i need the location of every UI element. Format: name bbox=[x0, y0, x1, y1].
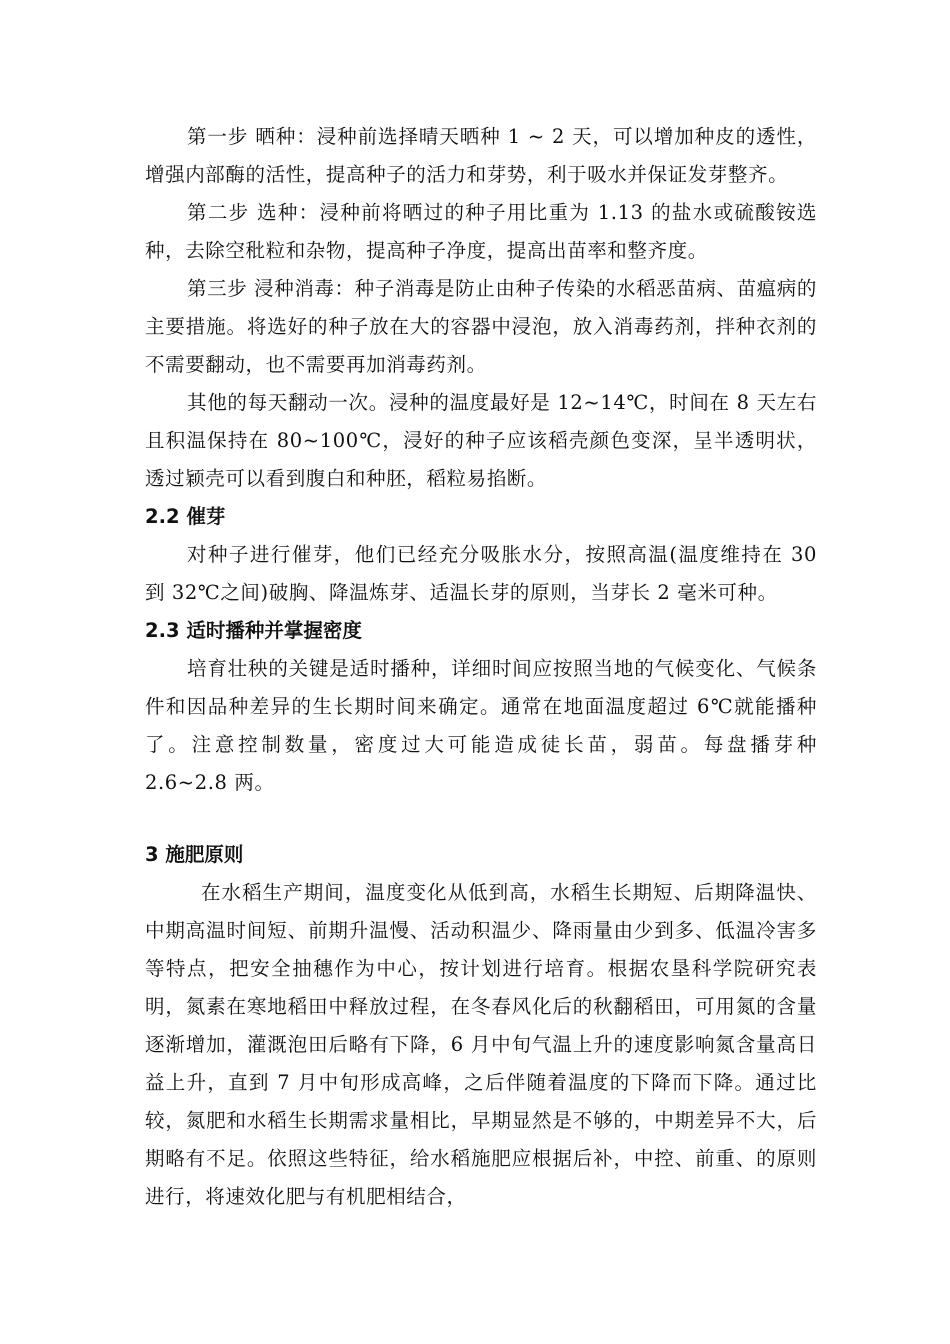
paragraph-fertilization-principle: 在水稻生产期间，温度变化从低到高，水稻生长期短、后期降温快、中期高温时间短、前期升温慢、活动积温少、降雨量由少到多、低温冷害多等特点，把安全抽穗作为中心，按计划进行培育。根据农垦科学院研究表明，氮素在寒地稻田中释放过程，在冬春风化后的秋翻稻田，可用氮的含量逐渐增加，灌溉泡田后略有下降，6 月中旬气温上升的速度影响氮含量高日益上升，直到 7 月中旬形成高峰，之后伴随着温度的下降而下降。通过比较，氮肥和水稻生长期需求量相比，早期显然是不够的，中期差异不大，后期略有不足。依照这些特征，给水稻施肥应根据后补，中控、前重、的原则进行，将速效化肥与有机肥相结合， bbox=[145, 881, 817, 1208]
paragraph-step3-soaking-disinfection: 第三步 浸种消毒：种子消毒是防止由种子传染的水稻恶苗病、苗瘟病的主要措施。将选好的种子放在大的容器中浸泡，放入消毒药剂，拌种衣剂的不需要翻动，也不需要再加消毒药剂。 bbox=[145, 277, 817, 376]
paragraph-germination: 对种子进行催芽，他们已经充分吸胀水分，按照高温(温度维持在 30 到 32℃之间)破胸、降温炼芽、适温长芽的原则，当芽长 2 毫米可种。 bbox=[145, 543, 817, 604]
document-page bbox=[145, 118, 817, 1216]
section-heading-2-3: 2.3 适时播种并掌握密度 bbox=[145, 619, 362, 642]
paragraph-step1-sun-drying: 第一步 晒种：浸种前选择晴天晒种 1 ~ 2 天，可以增加种皮的透性，增强内部酶的活性，提高种子的活力和芽势，利于吸水并保证发芽整齐。 bbox=[145, 125, 817, 186]
section-heading-2-2: 2.2 催芽 bbox=[145, 505, 226, 528]
paragraph-soaking-details: 其他的每天翻动一次。浸种的温度最好是 12~14℃，时间在 8 天左右且积温保持在 80~100℃，浸好的种子应该稻壳颜色变深，呈半透明状，透过颖壳可以看到腹白和种胚，稻粒易掐断。 bbox=[145, 391, 817, 490]
section-heading-3: 3 施肥原则 bbox=[145, 843, 244, 866]
paragraph-sowing-density: 培育壮秧的关键是适时播种，详细时间应按照当地的气候变化、气候条件和因品种差异的生长期时间来确定。通常在地面温度超过 6℃就能播种了。注意控制数量，密度过大可能造成徒长苗，弱苗。每盘播芽种 2.6~2.8 两。 bbox=[145, 657, 817, 794]
paragraph-step2-seed-selection: 第二步 选种：浸种前将晒过的种子用比重为 1.13 的盐水或硫酸铵选种，去除空秕粒和杂物，提高种子净度，提高出苗率和整齐度。 bbox=[145, 201, 817, 262]
